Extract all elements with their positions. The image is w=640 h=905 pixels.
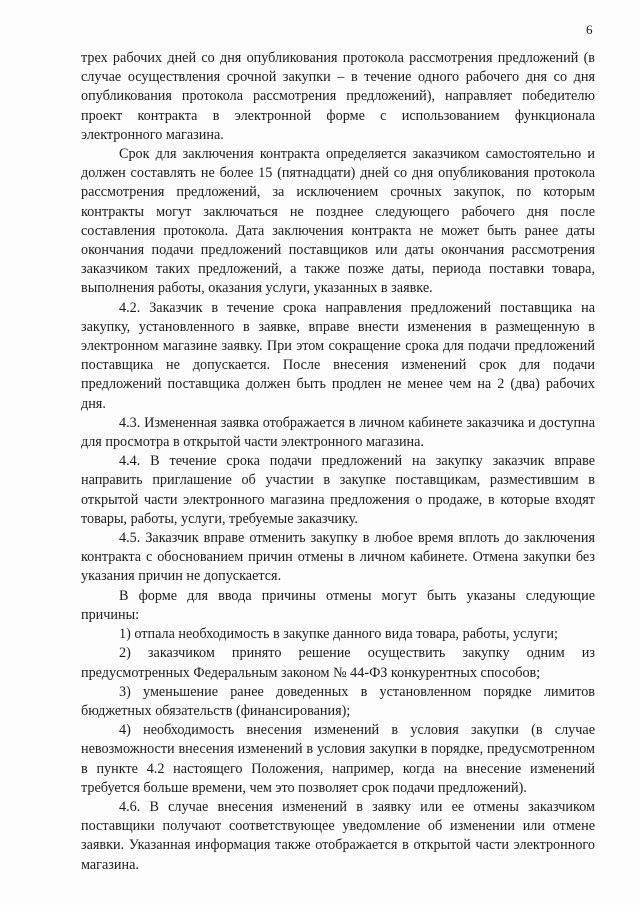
paragraph-4-2: 4.2. Заказчик в течение срока направления предложений поставщика на закупку, установленного в заявке, вправе внести изменения в размещенную в электронном магазине заявку. При этом сокращение срока для подачи предложений поставщика не допускается. После внесения изменений срок для подачи предложений поставщика должен быть продлен не менее чем на 2 (два) рабочих дня. bbox=[81, 299, 595, 412]
paragraph-cancel-reasons-intro: В форме для ввода причины отмены могут быть указаны следующие причины: bbox=[81, 587, 595, 623]
list-item-reason-2: 2) заказчиком принято решение осуществить закупку одним из предусмотренных Федеральным законом № 44-ФЗ конкурентных способов; bbox=[81, 645, 595, 681]
paragraph-contract-sending: трех рабочих дней со дня опубликования протокола рассмотрения предложений (в случае осуществления срочной закупки – в течение одного рабочего дня со дня опубликования протокола рассмотрения предложений), направляет победителю проект контракта в электронной форме с использованием функционала электронного магазина. bbox=[81, 50, 595, 143]
list-item-reason-1: 1) отпала необходимость в закупке данного вида товара, работы, услуги; bbox=[119, 626, 558, 643]
paragraph-4-6: 4.6. В случае внесения изменений в заявку или ее отмены заказчиком поставщики получают соответствующее уведомление об изменении или отмене заявки. Указанная информация также отображается в открытой части электронного магазина. bbox=[81, 798, 595, 873]
document-body bbox=[81, 49, 595, 875]
list-item-reason-4: 4) необходимость внесения изменений в условия закупки (в случае невозможности внесения изменений в условия закупки в порядке, предусмотренном в пункте 4.2 настоящего Положения, например, когда на внесение изменений требуется больше времени, чем это позволяет срок подачи предложений). bbox=[81, 722, 595, 796]
paragraph-4-5: 4.5. Заказчик вправе отменить закупку в любое время вплоть до заключения контракта с обоснованием причин отмены в личном кабинете. Отмена закупки без указания причин не допускается. bbox=[81, 530, 595, 585]
paragraph-contract-term: Срок для заключения контракта определяется заказчиком самостоятельно и должен составлять не более 15 (пятнадцати) дней со дня опубликования протокола рассмотрения предложений, за исключением срочных закупок, по которым контракты могут заключаться не позднее следующего рабочего дня после составления протокола. Дата заключения контракта не может быть ранее даты окончания подачи предложений поставщиков или даты окончания рассмотрения заказчиком таких предложений, а также позже даты, периода поставки товара, выполнения работы, оказания услуги, указанных в заявке. bbox=[81, 146, 595, 297]
paragraph-4-3: 4.3. Измененная заявка отображается в личном кабинете заказчика и доступна для просмотра в открытой части электронного магазина. bbox=[81, 414, 595, 451]
page-number: 6 bbox=[586, 22, 593, 37]
paragraph-4-4: 4.4. В течение срока подачи предложений на закупку заказчик вправе направить приглашение об участии в закупке поставщикам, разместившим в открытой части электронного магазина предложения о продаже, в которые входят товары, работы, услуги, требуемые заказчику. bbox=[81, 453, 595, 527]
list-item-reason-3: 3) уменьшение ранее доведенных в установленном порядке лимитов бюджетных обязательств (финансирования); bbox=[81, 683, 595, 719]
